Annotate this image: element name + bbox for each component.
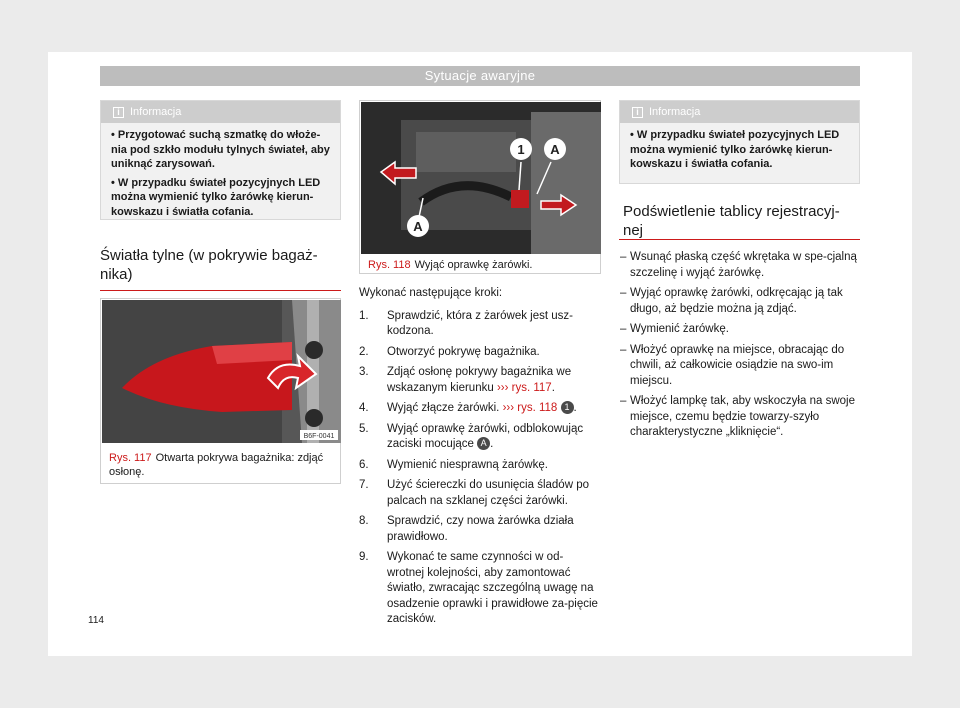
plate-light-steps [620, 250, 860, 446]
figure-117-label: Rys. 117 [109, 452, 152, 464]
figure-117-code: B6F-0041 [303, 433, 335, 440]
step-item: 7. Użyć ściereczki do usunięcia śladów po palcach na szklanej części żarówki. [359, 479, 589, 507]
figure-118-marker-1: 1 [517, 142, 525, 157]
list-item: – Wyjąć oprawkę żarówki, odkręcając ją tak długo, aż będzie można ją zdjąć. [620, 287, 843, 315]
marker-badge: A [477, 437, 490, 450]
info-box-header [620, 101, 859, 123]
step-item: 3. Zdjąć osłonę pokrywy bagażnika we wskazanym kierunku ››› rys. 117. [359, 366, 572, 394]
figure-117 [100, 298, 341, 484]
step-item: 4. Wyjąć złącze żarówki. ››› rys. 118 1 . [359, 402, 577, 414]
steps-intro: Wykonać następujące kroki: [359, 287, 503, 299]
figure-118-label: Rys. 118 [368, 259, 411, 271]
figure-117-image [102, 300, 341, 443]
info-icon: i [632, 107, 643, 118]
figure-118 [359, 100, 601, 274]
figure-118-caption [368, 258, 596, 272]
info-icon: i [113, 107, 124, 118]
figure-reference-link[interactable]: ››› rys. 117 [496, 381, 552, 394]
info-box-header [101, 101, 340, 123]
step-item: 1. Sprawdzić, która z żarówek jest usz-kodzona. [359, 309, 573, 337]
info-box-left [100, 100, 341, 220]
page-number: 114 [88, 615, 104, 626]
figure-118-image [361, 102, 601, 254]
info-item: • Przygotować suchą szmatkę do włoże-nia pod szkło modułu tylnych świateł, aby uniknąć zarysowań. [111, 129, 330, 170]
figure-118-marker-a-top: A [550, 142, 560, 157]
section-title-tail-lights: Światła tylne (w pokrywie bagaż-nika) [100, 247, 318, 283]
list-item: – Wymienić żarówkę. [620, 323, 729, 335]
figure-118-marker-a-bottom: A [413, 219, 423, 234]
step-item: 9. Wykonać te same czynności w od-wrotnej kolejności, aby zamontować światło, zwracając szczególną uwagę na osadzenie oprawki i prawidłowe za-pięcie zacisków. [359, 551, 598, 625]
figure-117-text: Otwarta pokrywa bagażnika: zdjąć osłonę. [109, 452, 324, 478]
figure-117-caption [109, 451, 337, 479]
page-header: Sytuacje awaryjne [100, 66, 860, 86]
figure-reference-link[interactable]: ››› rys. 118 [502, 402, 558, 414]
list-item: – Włożyć oprawkę na miejsce, obracając do chwili, aż całkowicie osiądzie na swo-im miejscu. [620, 343, 845, 387]
info-item: • W przypadku świateł pozycyjnych LED można wymienić tylko żarówkę kierun-kowskazu i światła cofania. [630, 129, 840, 170]
info-box-title: Informacja [649, 106, 701, 118]
info-box-title: Informacja [130, 106, 182, 118]
list-item: – Włożyć lampkę tak, aby wskoczyła na swoje miejsce, czemu będzie towarzy-szyło charakterystyczne „kliknięcie“. [620, 395, 855, 438]
section-rule [100, 290, 341, 291]
steps-list [359, 286, 599, 633]
info-item: • W przypadku świateł pozycyjnych LED można wymienić tylko żarówkę kierun-kowskazu i światła cofania. [111, 176, 321, 218]
step-item: 8. Sprawdzić, czy nowa żarówka działa prawidłowo. [359, 515, 574, 543]
info-box-right [619, 100, 860, 184]
list-item: – Wsunąć płaską część wkrętaka w spe-cjalną szczelinę i wyjąć żarówkę. [620, 251, 857, 279]
marker-badge: 1 [561, 401, 574, 414]
step-item: 6. Wymienić niesprawną żarówkę. [359, 458, 548, 471]
step-item: 5. Wyjąć oprawkę żarówki, odblokowując zaciski mocujące A . [359, 422, 584, 450]
figure-118-text: Wyjąć oprawkę żarówki. [414, 259, 533, 271]
section-rule [619, 239, 860, 240]
section-title-license-plate: Podświetlenie tablicy rejestracyj-nej [623, 203, 840, 239]
step-item: 2. Otworzyć pokrywę bagażnika. [359, 345, 540, 358]
